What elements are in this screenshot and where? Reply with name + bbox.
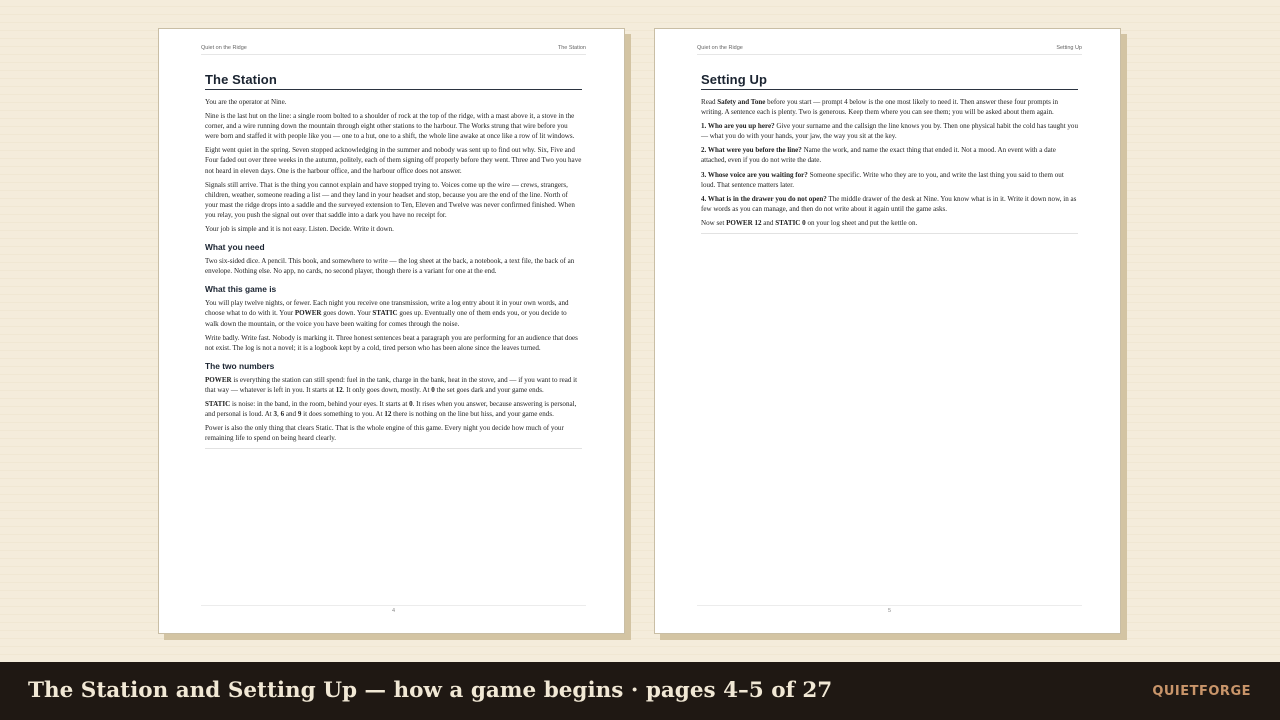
static-term: STATIC <box>205 399 231 408</box>
text-run: , <box>277 410 281 419</box>
paragraph: Nine is the last hut on the line: a single room bolted to a shoulder of rock at the top of the ridge, with a mast above it, a stove in the corner, and a wire running down the mountain through eight other stations to the harbour. The Works strung that wire before you were born and staffed it with people like you — one to a hut, one to a shift, the whole line awake at once like a row of lit windows. <box>205 112 575 141</box>
text-run: . It rises when you answer, because answering is personal, and personal is loud. At <box>205 399 577 419</box>
paragraph: Eight went quiet in the spring. Seven stopped acknowledging in the summer and nobody was sent up to find out why. Six, Five and Four faded out over three weeks in the autumn, politely, each of them signing off properly before they went. Three and Two you have not heard in eleven days. One is the harbour office, and the harbour office does not answer. <box>205 146 582 175</box>
power-term: POWER <box>294 309 322 318</box>
static-setting: STATIC 0 <box>775 218 806 227</box>
prompt-text: The middle drawer of the desk at Nine. You know what is in it. Write it down now, in as few words as you can manage, and then do not write about it again until the game asks. <box>701 194 1077 213</box>
section-end-rule <box>205 448 582 449</box>
text-run: Now set <box>701 218 727 227</box>
prompt-text: Someone specific. Write who they are to you, and write the last thing you said to them out loud. That sentence matters later. <box>701 170 1064 189</box>
static-max-value: 12 <box>384 410 392 419</box>
running-head-section: Setting Up <box>1056 45 1082 51</box>
text-run: goes down. Your <box>321 309 373 318</box>
running-head-book-title: Quiet on the Ridge <box>697 45 743 51</box>
prompt-item <box>701 145 1078 165</box>
text-run: Read <box>701 98 718 106</box>
paragraph: Power is also the only thing that clears Static. That is the whole engine of this game. Every night you decide how much of your remaining life to spend on being heard clearly. <box>205 424 564 443</box>
text-run: and <box>284 410 298 419</box>
paragraph: Write badly. Write fast. Nobody is marking it. Three honest sentences beat a paragraph you are performing for an audience that does not exist. The log is not a novel; it is a logbook kept by a cold, tired person who has been alone since the leaves turned. <box>205 333 578 352</box>
power-start-value: 12 <box>335 385 343 394</box>
paragraph: Your job is simple and it is not easy. Listen. Decide. Write it down. <box>205 225 394 234</box>
text-run: is noise: in the band, in the room, behind your eyes. It starts at <box>230 399 410 408</box>
static-threshold: 3 <box>273 410 278 419</box>
prompt-text: Name the work, and name the exact thing that ended it. Not a mood. An event with a date attached, even if you do not write the date. <box>701 146 1056 165</box>
static-threshold: 6 <box>280 410 285 419</box>
left-page <box>158 28 625 634</box>
paragraph: Signals still arrive. That is the thing you cannot explain and have stopped trying to. Voices come up the wire — crews, strangers, children, weather, someone reading a list — and they land in your headset and stop, because you are the end of the line. North of your mast the ridge drops into a saddle and the surveyed extension to Ten, Eleven and Twelve was never confirmed finished. When you relay, you push the signal out over that saddle into a dark you have no receipt for. <box>205 180 575 219</box>
text-run: the set goes dark and your game ends. <box>434 385 544 394</box>
text-run: before you start — prompt 4 below is the one most likely to need it. Then answer these four prompts in writing. A sentence each is plenty. Two is generous. Keep them where you can see them; you will be asked about them again. <box>701 98 1059 117</box>
prompt-item <box>701 170 1078 190</box>
paragraph: You are the operator at Nine. <box>205 98 287 106</box>
prompt-item <box>701 194 1078 214</box>
prompt-question: 3. Whose voice are you waiting for? <box>701 170 808 179</box>
setup-paragraph <box>701 218 1078 228</box>
right-page <box>654 28 1121 634</box>
page-title: The Station <box>205 72 582 90</box>
static-start-value: 0 <box>409 399 413 408</box>
right-page-footer <box>697 605 1082 614</box>
safety-tone-reference: Safety and Tone <box>717 98 766 106</box>
section-heading: What this game is <box>205 284 277 295</box>
power-term: POWER <box>205 375 232 384</box>
intro-paragraph <box>701 97 1078 117</box>
running-head-section: The Station <box>557 45 586 51</box>
text-run: on your log sheet and put the kettle on. <box>805 218 918 227</box>
text-run: it does something to you. At <box>301 410 385 419</box>
prompt-item <box>701 121 1078 141</box>
section-heading: The two numbers <box>205 360 275 371</box>
prompt-text: Give your surname and the callsign the line knows you by. Then one physical habit the cold has taught you — what you do with your hands, your jaw, the way you sit at the key. <box>701 122 1078 141</box>
static-paragraph <box>205 399 582 419</box>
brand-logo: QUIETFORGE <box>1152 684 1251 699</box>
static-term: STATIC <box>372 309 398 318</box>
text-run: there is nothing on the line but hiss, and your game ends. <box>391 410 554 419</box>
right-running-head <box>697 45 1082 55</box>
static-threshold: 9 <box>297 410 302 419</box>
page-number: 4 <box>391 608 396 614</box>
left-page-content <box>205 72 582 449</box>
left-page-footer <box>201 605 586 614</box>
text-run: . It only goes down, mostly. At <box>342 385 432 394</box>
text-run: and <box>761 218 776 227</box>
prompt-question: 4. What is in the drawer you do not open? <box>701 194 827 203</box>
paragraph <box>205 298 582 328</box>
prompt-question: 2. What were you before the line? <box>701 146 802 155</box>
text-run: goes up. Eventually one of them ends you, or you decide to walk down the mountain, or the voice you have been waiting for comes through the noise. <box>205 309 567 328</box>
page-number: 5 <box>887 608 892 614</box>
text-run: is everything the station can still spend: fuel in the tank, charge in the bank, heat in the stove, and — if you want to read it that way — whatever is left in you. It starts at <box>205 375 578 394</box>
prompt-question: 1. Who are you up here? <box>701 122 775 131</box>
section-heading: What you need <box>205 242 265 253</box>
left-running-head <box>201 45 586 55</box>
paragraph: Two six-sided dice. A pencil. This book, and somewhere to write — the log sheet at the back, a notebook, a text file, the back of an envelope. Nothing else. No app, no cards, no second player, though there is a variant for one at the end. <box>205 257 575 276</box>
caption-text: The Station and Setting Up — how a game begins · pages 4–5 of 27 <box>28 678 833 703</box>
section-end-rule <box>701 233 1078 234</box>
page-title: Setting Up <box>701 72 1078 90</box>
power-setting: POWER 12 <box>726 218 762 227</box>
text-run: You will play twelve nights, or fewer. Each night you receive one transmission, write a log entry about it in your own words, and choose what to do with it. Your <box>205 299 569 318</box>
running-head-book-title: Quiet on the Ridge <box>201 45 247 51</box>
right-page-content <box>701 72 1078 234</box>
caption-bar <box>0 662 1280 720</box>
power-paragraph <box>205 375 582 395</box>
power-zero-value: 0 <box>431 385 435 394</box>
